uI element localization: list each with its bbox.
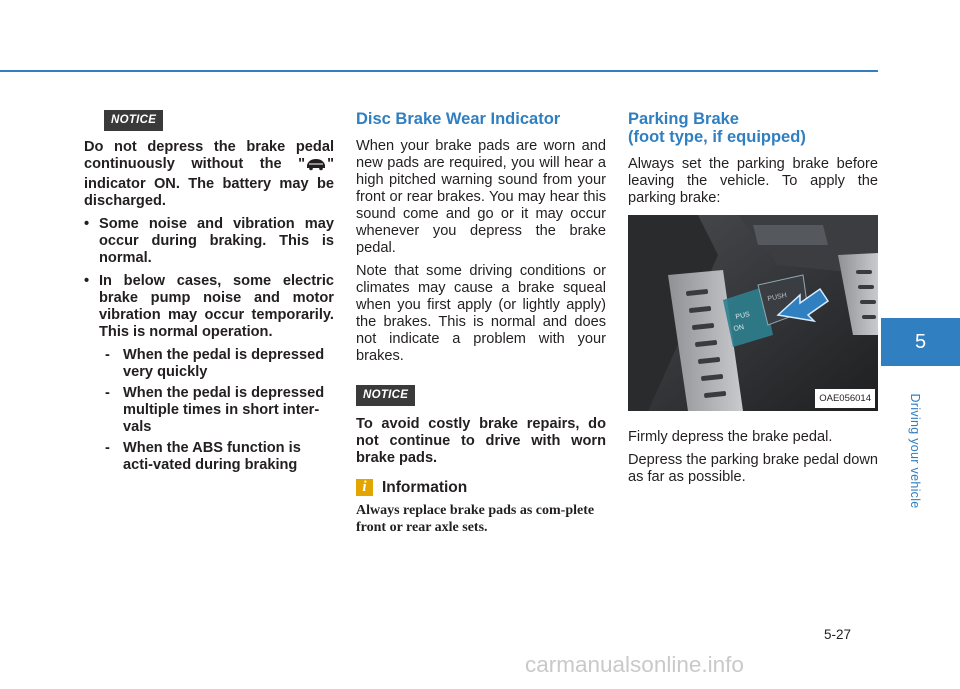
paragraph: Depress the parking brake pedal down as far as possible.: [628, 452, 878, 485]
pedal-label: PUSH: [766, 292, 788, 303]
notice-paragraph: Do not depress the brake pedal continuously without the " " indicator ON. The battery may be discharged.: [84, 139, 334, 209]
chapter-title: Driving your vehicle: [908, 393, 922, 509]
information-icon: i: [356, 479, 373, 496]
pedal-label: ON: [732, 323, 745, 333]
list-item: • Some noise and vibration may occur during braking. This is normal.: [84, 216, 334, 267]
information-text: Always replace brake pads as com-plete front or rear axle sets.: [356, 503, 595, 535]
list-item: - When the pedal is depressed multiple times in short inter-vals: [105, 385, 325, 435]
list-item: - When the pedal is depressed very quickly: [105, 347, 325, 380]
paragraph: Note that some driving conditions or climates may cause a brake squeal when you first apply (or lightly apply) the brakes. This is normal and does not indicate a problem with your brakes.: [356, 263, 606, 364]
information-header: [356, 479, 606, 496]
list-item: - When the ABS function is acti-vated during braking: [105, 440, 301, 473]
header-rule: [0, 70, 878, 72]
notice-badge: NOTICE: [356, 385, 415, 406]
paragraph: Firmly depress the brake pedal.: [628, 429, 833, 445]
column-parking-brake: [628, 110, 878, 492]
parking-brake-photo: [628, 215, 878, 411]
pedal-label: PUS: [734, 311, 751, 321]
list-item: • In below cases, some electric brake pump noise and motor vibration may occur temporarily. This is normal operation.: [84, 273, 334, 341]
notice-paragraph: To avoid costly brake repairs, do not continue to drive with worn brake pads.: [356, 416, 606, 466]
page-number: 5-27: [824, 627, 852, 642]
watermark-text: carmanualsonline.info: [525, 652, 744, 677]
paragraph: Always set the parking brake before leaving the vehicle. To apply the parking brake:: [628, 156, 878, 206]
section-heading: Disc Brake Wear Indicator: [356, 110, 561, 128]
image-code: OAE056014: [815, 389, 875, 408]
information-title: Information: [382, 479, 468, 496]
car-brake-indicator-icon: [305, 156, 327, 176]
column-notice: [84, 110, 334, 478]
section-heading: Parking Brake (foot type, if equipped): [628, 110, 806, 146]
paragraph: When your brake pads are worn and new pads are required, you will hear a high pitched warning sound from your front or rear brakes. You may hear this sound come and go or it may occur whenever you depress the brake pedal.: [356, 138, 606, 256]
column-disc-brake: [356, 110, 606, 542]
chapter-tab: 5: [881, 318, 960, 366]
notice-badge: NOTICE: [104, 110, 163, 131]
